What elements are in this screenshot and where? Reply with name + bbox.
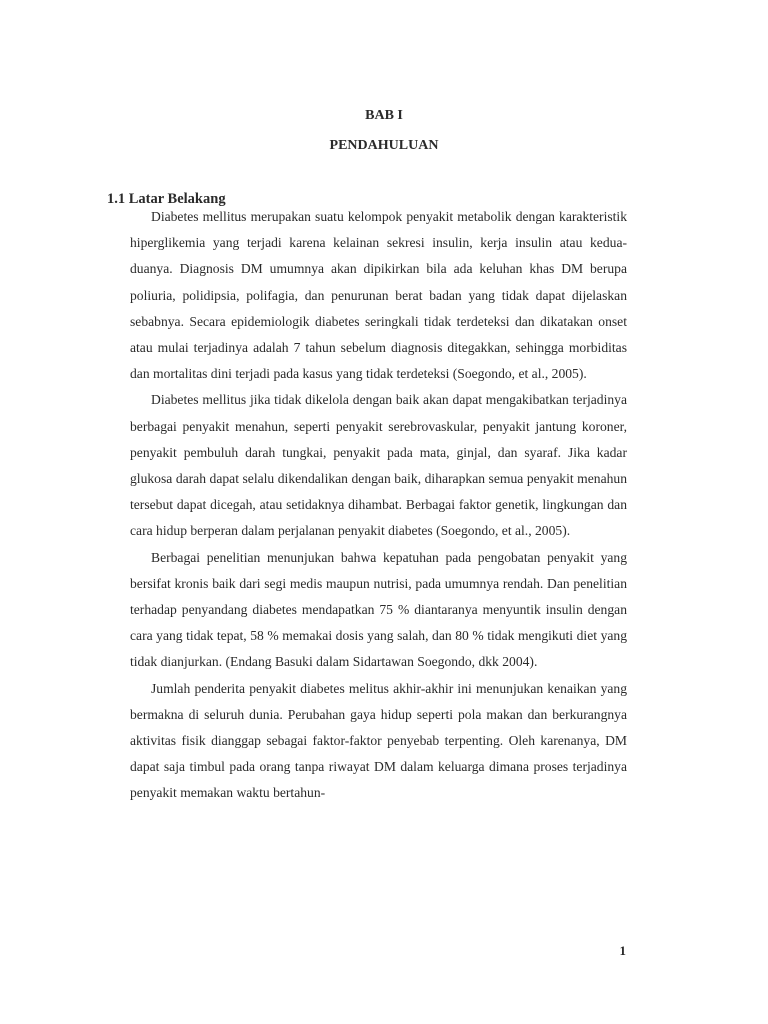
- paragraph-4: Jumlah penderita penyakit diabetes melitus akhir-akhir ini menunjukan kenaikan yang bermakna di seluruh dunia. Perubahan gaya hidup seperti pola makan dan berkurangnya aktivitas fisik dianggap sebagai faktor-faktor penyebab terpenting. Oleh karenanya, DM dapat saja timbul pada orang tanpa riwayat DM dalam keluarga dimana proses terjadinya penyakit memakan waktu bertahun-: [130, 680, 627, 801]
- chapter-title: PENDAHULUAN: [329, 138, 439, 153]
- page-number: 1: [619, 943, 626, 958]
- paragraph-2: Diabetes mellitus jika tidak dikelola dengan baik akan dapat mengakibatkan terjadinya berbagai penyakit menahun, seperti penyakit serebrovaskular, penyakit jantung koroner, penyakit pembuluh darah tungkai, penyakit pada mata, ginjal, dan syaraf. Jika kadar glukosa darah dapat selalu dikendalikan dengan baik, diharapkan semua penyakit menahun tersebut dapat dicegah, atau setidaknya dihambat. Berbagai faktor genetik, lingkungan dan cara hidup berperan dalam perjalanan penyakit diabetes (Soegondo, et al., 2005).: [130, 392, 627, 539]
- body-text: [130, 204, 627, 807]
- chapter-number: BAB I: [365, 108, 403, 123]
- section-heading: 1.1 Latar Belakang: [107, 191, 226, 207]
- paragraph-1: Diabetes mellitus merupakan suatu kelompok penyakit metabolik dengan karakteristik hiperglikemia yang terjadi karena kelainan sekresi insulin, kerja insulin atau kedua-duanya. Diagnosis DM umumnya akan dipikirkan bila ada keluhan khas DM berupa poliuria, polidipsia, polifagia, dan penurunan berat badan yang tidak dapat dijelaskan sebabnya. Secara epidemiologik diabetes seringkali tidak terdeteksi dan dikatakan onset atau mulai terjadinya adalah 7 tahun sebelum diagnosis ditegakkan, sehingga morbiditas dan mortalitas dini terjadi pada kasus yang tidak terdeteksi (Soegondo, et al., 2005).: [130, 209, 627, 382]
- paragraph-3: Berbagai penelitian menunjukan bahwa kepatuhan pada pengobatan penyakit yang bersifat kronis baik dari segi medis maupun nutrisi, pada umumnya rendah. Dan penelitian terhadap penyandang diabetes mendapatkan 75 % diantaranya menyuntik insulin dengan cara yang tidak tepat, 58 % memakai dosis yang salah, dan 80 % tidak mengikuti diet yang tidak dianjurkan. (Endang Basuki dalam Sidartawan Soegondo, dkk 2004).: [130, 549, 627, 670]
